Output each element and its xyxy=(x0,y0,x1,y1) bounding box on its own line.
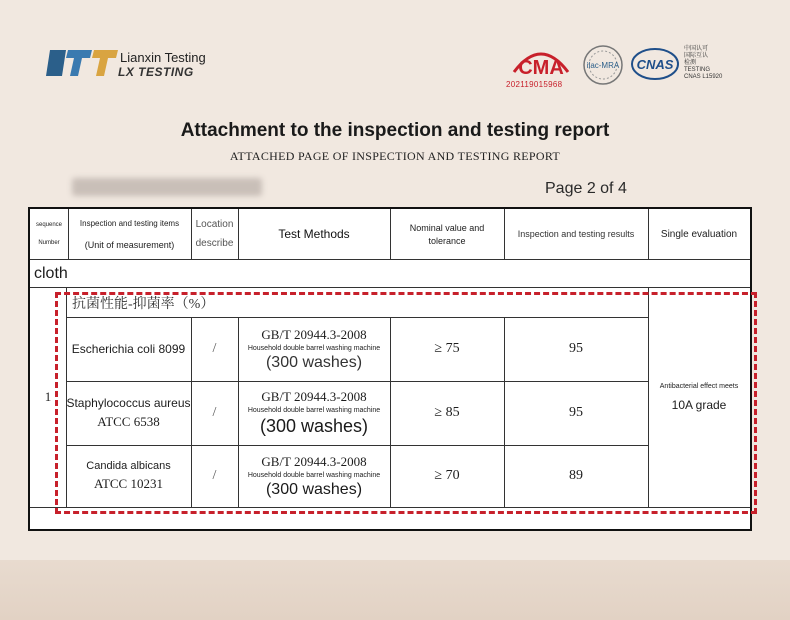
item-name: Candida albicans xyxy=(86,460,171,472)
method-washes: (300 washes) xyxy=(259,416,369,436)
page-number: Page 2 of 4 xyxy=(545,180,627,197)
header-sequence xyxy=(30,209,68,259)
cnas-caption-line: 检测 xyxy=(684,60,697,66)
ilac-label: ilac-MRA xyxy=(586,61,620,70)
header-unit-label: (Unit of measurement) xyxy=(84,239,175,250)
cnas-caption-line: CNAS L15920 xyxy=(684,74,723,80)
cnas-caption-line: 中国认可 xyxy=(684,46,709,52)
evaluation-grade: 10A grade xyxy=(671,397,727,412)
header-results xyxy=(504,209,648,259)
method-cell xyxy=(238,445,390,507)
document-subtitle: ATTACHED PAGE OF INSPECTION AND TESTING REPORT xyxy=(229,149,561,163)
method-washes: (300 washes) xyxy=(265,480,363,498)
header-results-label: Inspection and testing results xyxy=(517,229,635,239)
table-row-item xyxy=(66,445,191,507)
method-washes: (300 washes) xyxy=(265,353,363,371)
header-nominal xyxy=(390,209,504,259)
nominal-cell: ≥ 70 xyxy=(434,468,460,483)
table-rule xyxy=(30,287,750,288)
nominal-cell: ≥ 75 xyxy=(434,341,460,356)
result-cell: 89 xyxy=(569,468,583,483)
table-rule xyxy=(30,259,750,260)
header-methods-label: Test Methods xyxy=(278,227,350,241)
background-band xyxy=(0,560,790,620)
header-location-label: Location xyxy=(195,219,234,230)
method-machine: Household double barrel washing machine xyxy=(247,407,381,414)
cnas-caption-line: TESTING xyxy=(684,67,711,73)
table-row-item xyxy=(66,317,191,381)
results-table xyxy=(28,207,752,531)
method-cell xyxy=(238,381,390,445)
section-label: cloth xyxy=(34,265,68,282)
ilac-mra-logo-icon xyxy=(582,44,624,86)
method-machine: Household double barrel washing machine xyxy=(247,471,381,479)
method-machine: Household double barrel washing machine xyxy=(247,344,381,352)
cnas-label: CNAS xyxy=(636,57,674,72)
document-title: Attachment to the inspection and testing report xyxy=(180,120,610,141)
table-row-item xyxy=(66,381,191,445)
lianxin-logo-icon xyxy=(44,46,124,80)
method-standard: GB/T 20944.3-2008 xyxy=(261,326,367,342)
group-title: 抗菌性能-抑菌率（%） xyxy=(72,297,215,312)
header-methods xyxy=(238,209,390,259)
header-items-label: Inspection and testing items xyxy=(79,218,180,228)
item-strain: ATCC 10231 xyxy=(94,476,163,491)
cnas-logo-icon xyxy=(630,46,680,82)
header-tolerance-label: tolerance xyxy=(428,235,466,246)
header-number-label: Number xyxy=(38,240,60,246)
cnas-caption xyxy=(684,46,734,81)
cma-number: 202119015968 xyxy=(506,80,563,89)
result-cell: 95 xyxy=(569,405,583,420)
table-rule xyxy=(30,507,750,508)
cma-label: CMA xyxy=(518,57,564,79)
evaluation-text: Antibacterial effect meets xyxy=(659,382,739,390)
evaluation-cell xyxy=(648,287,750,507)
result-cell: 95 xyxy=(569,341,583,356)
method-cell xyxy=(238,317,390,381)
header-describe-label: describe xyxy=(195,238,234,249)
method-standard: GB/T 20944.3-2008 xyxy=(261,453,367,469)
sequence-number: 1 xyxy=(44,389,52,404)
lab-name: Lianxin Testing xyxy=(120,50,206,65)
header-location xyxy=(191,209,238,259)
location-cell: / xyxy=(212,405,217,420)
header-evaluation xyxy=(648,209,750,259)
cnas-caption-line: 国际互认 xyxy=(684,53,709,59)
location-cell: / xyxy=(212,341,217,356)
item-name: Escherichia coli 8099 xyxy=(71,342,186,356)
item-name: Staphylococcus aureus xyxy=(66,396,191,410)
header-items xyxy=(68,209,191,259)
report-number-redacted xyxy=(72,178,262,196)
header-evaluation-label: Single evaluation xyxy=(660,228,738,240)
item-strain: ATCC 6538 xyxy=(97,414,160,429)
header-sequence-label: sequence xyxy=(35,222,63,228)
location-cell: / xyxy=(212,468,217,483)
header-nominal-label: Nominal value and xyxy=(409,222,485,233)
method-standard: GB/T 20944.3-2008 xyxy=(261,389,367,404)
lab-subname: LX TESTING xyxy=(118,65,194,79)
nominal-cell: ≥ 85 xyxy=(434,405,460,420)
